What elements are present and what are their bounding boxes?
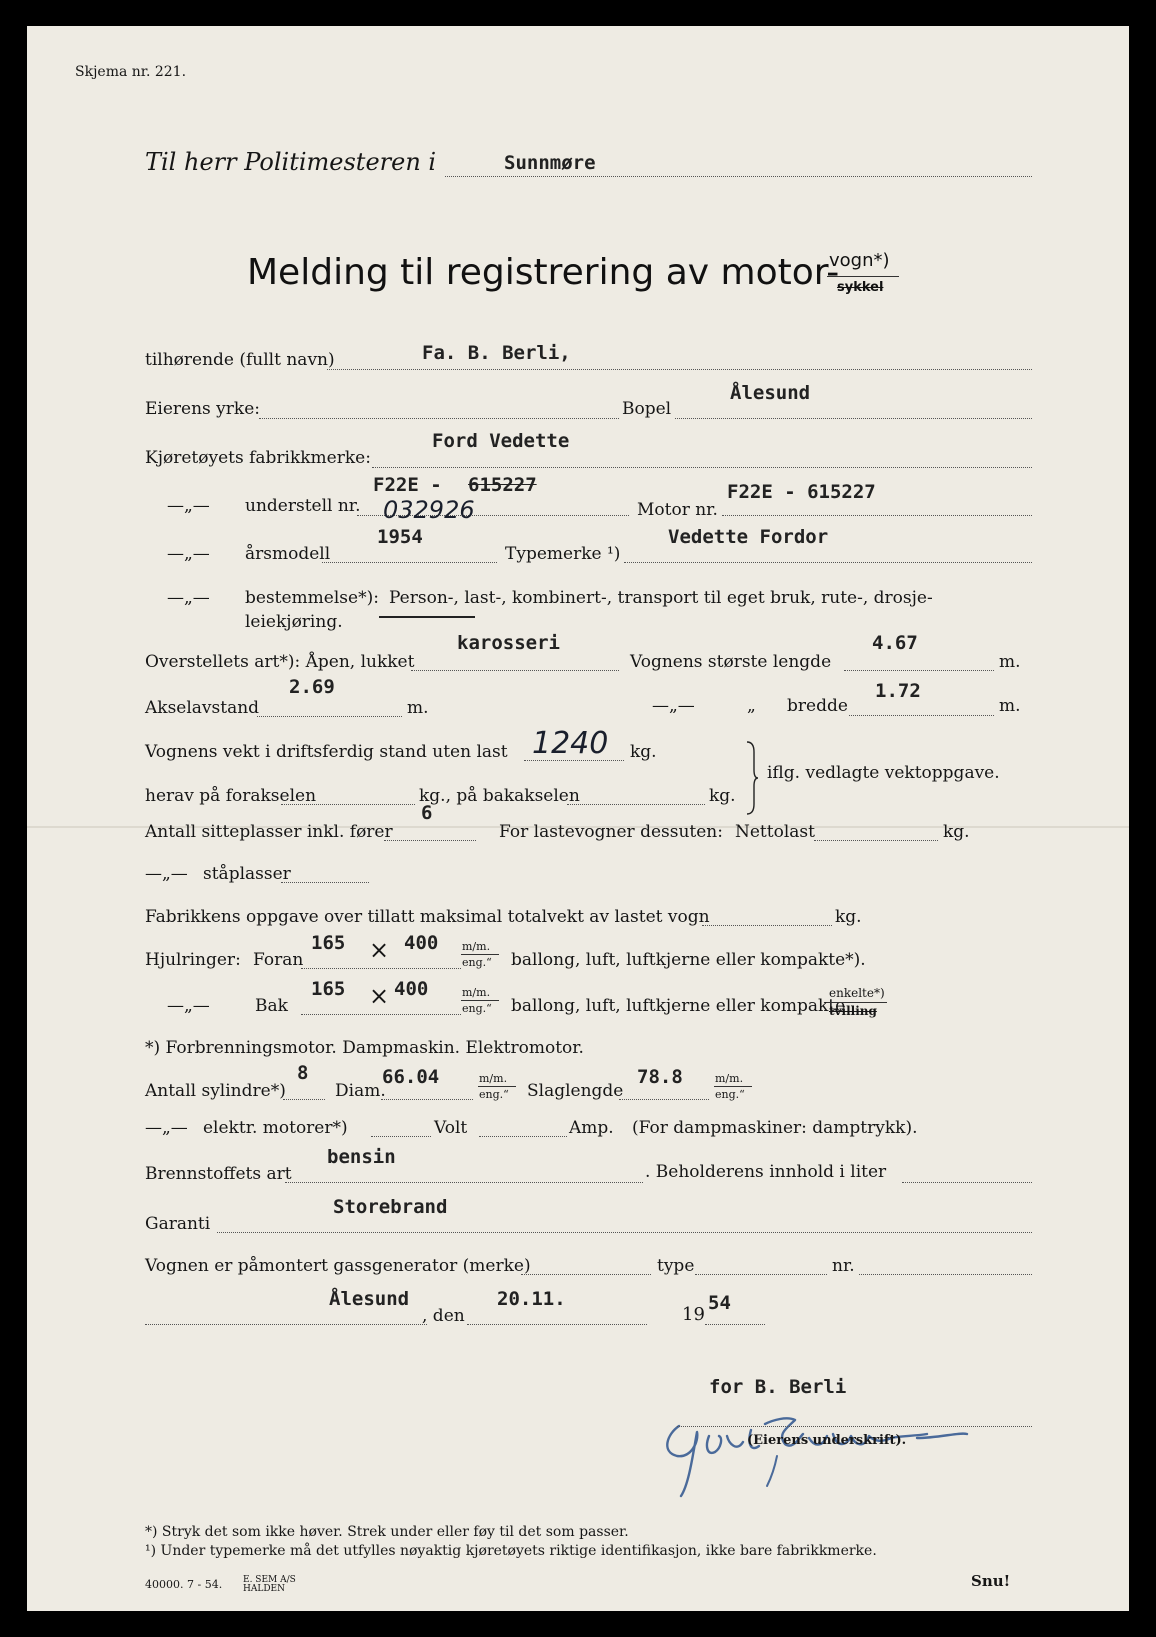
wheelbase-unit: m. — [407, 698, 429, 718]
payload-unit: kg. — [943, 822, 970, 842]
residence-line — [675, 418, 1032, 419]
front-wheel-line — [301, 968, 461, 969]
occupation-line — [259, 418, 619, 419]
front-axle-line — [281, 804, 415, 805]
front-wheel-label: Foran — [253, 950, 304, 970]
make-line — [372, 467, 1032, 468]
weight-note: iflg. vedlagte vektoppgave. — [767, 763, 1000, 783]
diameter-line — [381, 1099, 473, 1100]
ditto-mark: —„— — [167, 588, 210, 608]
owner-name-line — [327, 369, 1032, 370]
front-axle-label: herav på forakselen — [145, 786, 317, 806]
cylinders-label: Antall sylindre*) — [145, 1081, 286, 1101]
rear-tyre-width: 165 — [311, 978, 346, 1000]
standing-label: ståplasser — [203, 864, 291, 884]
make-label: Kjøretøyets fabrikkmerke: — [145, 448, 371, 468]
seats-line — [384, 840, 476, 841]
residence-value: Ålesund — [730, 382, 811, 404]
form-title: Melding til registrering av motor- — [247, 252, 840, 293]
owner-name-label: tilhørende (fullt navn) — [145, 350, 335, 370]
chassis-handwritten-number: 032926 — [383, 496, 475, 524]
standing-line — [281, 882, 369, 883]
guarantee-label: Garanti — [145, 1214, 211, 1234]
front-tyre-unit-eng: eng.“ — [462, 956, 492, 969]
type-value: Vedette Fordor — [668, 526, 829, 548]
printer-name: E. SEM A/S — [243, 1575, 296, 1585]
schema-number: Skjema nr. 221. — [75, 64, 187, 80]
place-line — [145, 1324, 427, 1325]
place-value: Ålesund — [329, 1288, 410, 1310]
stroke-line — [619, 1099, 709, 1100]
rear-tyre-times: × — [369, 982, 390, 1010]
chassis-struck-number: 615227 — [468, 474, 537, 496]
signature-label: (Eierens underskrift). — [747, 1433, 907, 1448]
print-code: 40000. 7 - 54. — [145, 1578, 223, 1591]
front-tyre-diameter: 400 — [404, 932, 439, 954]
model-year-value: 1954 — [377, 526, 423, 548]
fuel-value: bensin — [327, 1146, 396, 1168]
gas-generator-nr-line — [859, 1274, 1032, 1275]
width-ditto-quote: „ — [747, 696, 756, 716]
front-tyre-unit-line — [461, 954, 499, 955]
electric-motors-label: elektr. motorer*) — [203, 1118, 348, 1138]
title-vehicle-type: vogn*) — [829, 250, 890, 271]
wheels-label: Hjulringer: — [145, 950, 241, 970]
type-label: Typemerke ¹) — [505, 544, 621, 564]
payload-line — [814, 840, 938, 841]
type-line — [624, 562, 1032, 563]
year-suffix: 54 — [708, 1292, 731, 1314]
occupation-label: Eierens yrke: — [145, 399, 260, 419]
printer-location: HALDEN — [243, 1584, 285, 1594]
rear-axle-unit: kg. — [709, 786, 736, 806]
steam-pressure-label: (For dampmaskiner: damptrykk). — [632, 1118, 918, 1138]
weight-handwritten-value: 1240 — [532, 726, 609, 761]
residence-label: Bopel — [622, 399, 672, 419]
gas-generator-label: Vognen er påmontert gassgenerator (merke) — [145, 1256, 531, 1276]
guarantee-line — [217, 1232, 1032, 1233]
engine-number-value: F22E - 615227 — [727, 481, 876, 503]
body-type-label: Overstellets art*): Åpen, lukket — [145, 652, 415, 672]
length-unit: m. — [999, 652, 1021, 672]
front-tyre-types: ballong, luft, luftkjerne eller kompakte*). — [511, 950, 866, 970]
front-tyre-times: × — [369, 936, 390, 964]
chassis-prefix: F22E - — [373, 474, 442, 496]
addressee-value: Sunnmøre — [504, 152, 596, 174]
diameter-value: 66.04 — [382, 1066, 440, 1088]
length-value: 4.67 — [872, 632, 918, 654]
rear-wheel-label: Bak — [255, 996, 288, 1016]
footnote-2: ¹) Under typemerke må det utfylles nøyaktig kjøretøyets riktige identifikasjon, ikke bare fabrikkmerke. — [145, 1543, 877, 1559]
gas-generator-type-line — [695, 1274, 827, 1275]
ditto-mark: —„— — [652, 696, 695, 716]
rear-axle-label: kg., på bakakselen — [419, 786, 580, 806]
length-label: Vognens største lengde — [630, 652, 832, 672]
width-line — [849, 715, 994, 716]
gas-generator-line — [521, 1274, 651, 1275]
addressee-line — [445, 176, 1032, 177]
front-tyre-width: 165 — [311, 932, 346, 954]
model-year-label: årsmodell — [245, 544, 331, 564]
signature-line — [677, 1426, 1032, 1427]
rear-tyre-unit-eng: eng.“ — [462, 1002, 492, 1015]
form-page — [27, 26, 1129, 1611]
width-label: bredde — [787, 696, 848, 716]
ditto-mark: —„— — [145, 864, 188, 884]
weight-label: Vognens vekt i driftsferdig stand uten last — [145, 742, 508, 762]
wheelbase-value: 2.69 — [289, 676, 335, 698]
footnote-1: *) Stryk det som ikke høver. Strek under eller føy til det som passer. — [145, 1524, 629, 1540]
body-type-line — [411, 670, 619, 671]
single-tyre-label: enkelte*) — [829, 986, 885, 1000]
date-label: , den — [422, 1306, 465, 1326]
rear-tyre-diameter: 400 — [394, 978, 429, 1000]
stroke-label: Slaglengde — [527, 1081, 624, 1101]
volt-line — [479, 1136, 567, 1137]
make-value: Ford Vedette — [432, 430, 570, 452]
fuel-label: Brennstoffets art — [145, 1164, 292, 1184]
year-prefix: 19 — [682, 1304, 705, 1325]
amp-label: Amp. — [569, 1118, 614, 1138]
wheelbase-line — [257, 716, 402, 717]
max-weight-label: Fabrikkens oppgave over tillatt maksimal totalvekt av lastet vogn — [145, 907, 710, 927]
payload-label: Nettolast — [735, 822, 815, 842]
diameter-unit-line — [478, 1086, 516, 1087]
width-value: 1.72 — [875, 680, 921, 702]
diameter-unit-mm: m/m. — [479, 1072, 508, 1085]
ditto-mark: —„— — [145, 1118, 188, 1138]
addressee-label: Til herr Politimesteren i — [145, 148, 437, 176]
stroke-unit-line — [714, 1086, 752, 1087]
rear-axle-line — [567, 804, 705, 805]
rear-tyre-unit-line — [461, 1000, 499, 1001]
stroke-value: 78.8 — [637, 1066, 683, 1088]
truck-label: For lastevogner dessuten: — [499, 822, 723, 842]
seats-value: 6 — [421, 802, 433, 824]
purpose-options: Person-, last-, kombinert-, transport til eget bruk, rute-, drosje- — [389, 588, 933, 608]
length-line — [844, 670, 994, 671]
purpose-options-continued: leiekjøring. — [245, 612, 343, 632]
cylinders-line — [283, 1099, 325, 1100]
gas-generator-type-label: type — [657, 1256, 695, 1276]
purpose-underline — [379, 616, 475, 618]
ditto-mark: —„— — [167, 544, 210, 564]
wheelbase-label: Akselavstand — [145, 698, 260, 718]
date-line — [467, 1324, 647, 1325]
front-tyre-unit-mm: m/m. — [462, 940, 491, 953]
ditto-mark: —„— — [167, 496, 210, 516]
body-type-value: karosseri — [457, 632, 560, 654]
electric-motors-line — [371, 1136, 431, 1137]
weight-unit: kg. — [630, 742, 657, 762]
volt-label: Volt — [434, 1118, 468, 1138]
fuel-line — [285, 1182, 643, 1183]
max-weight-line — [702, 925, 832, 926]
diameter-unit-eng: eng.“ — [479, 1088, 509, 1101]
tank-capacity-label: . Beholderens innhold i liter — [645, 1162, 887, 1182]
diameter-label: Diam. — [335, 1081, 386, 1101]
gas-generator-nr-label: nr. — [832, 1256, 855, 1276]
turn-over-note: Snu! — [971, 1572, 1011, 1590]
purpose-label: bestemmelse*): — [245, 588, 379, 608]
seats-label: Antall sitteplasser inkl. fører — [145, 822, 393, 842]
title-struck-type: sykkel — [837, 280, 884, 295]
date-value: 20.11. — [497, 1288, 566, 1310]
width-unit: m. — [999, 696, 1021, 716]
signed-for: for B. Berli — [709, 1376, 847, 1398]
weight-brace — [745, 740, 759, 816]
chassis-label: understell nr. — [245, 496, 361, 516]
stroke-unit-eng: eng.“ — [715, 1088, 745, 1101]
rear-wheel-line — [301, 1014, 461, 1015]
owner-name-value: Fa. B. Berli, — [422, 342, 571, 364]
max-weight-unit: kg. — [835, 907, 862, 927]
ditto-mark: —„— — [167, 996, 210, 1016]
rear-tyre-unit-mm: m/m. — [462, 986, 491, 999]
twin-tyre-label: tvilling — [829, 1004, 877, 1018]
cylinders-value: 8 — [297, 1062, 309, 1084]
engine-number-label: Motor nr. — [637, 500, 718, 520]
guarantee-value: Storebrand — [333, 1196, 448, 1218]
engine-number-line — [722, 515, 1032, 516]
title-fraction-line — [827, 276, 899, 277]
tank-capacity-line — [902, 1182, 1032, 1183]
engine-types-note: *) Forbrenningsmotor. Dampmaskin. Elektromotor. — [145, 1038, 584, 1058]
tyre-fraction-line — [827, 1002, 887, 1003]
rear-tyre-types: ballong, luft, luftkjerne eller kompakte — [511, 996, 846, 1016]
stroke-unit-mm: m/m. — [715, 1072, 744, 1085]
model-year-line — [322, 562, 497, 563]
year-line — [705, 1324, 765, 1325]
